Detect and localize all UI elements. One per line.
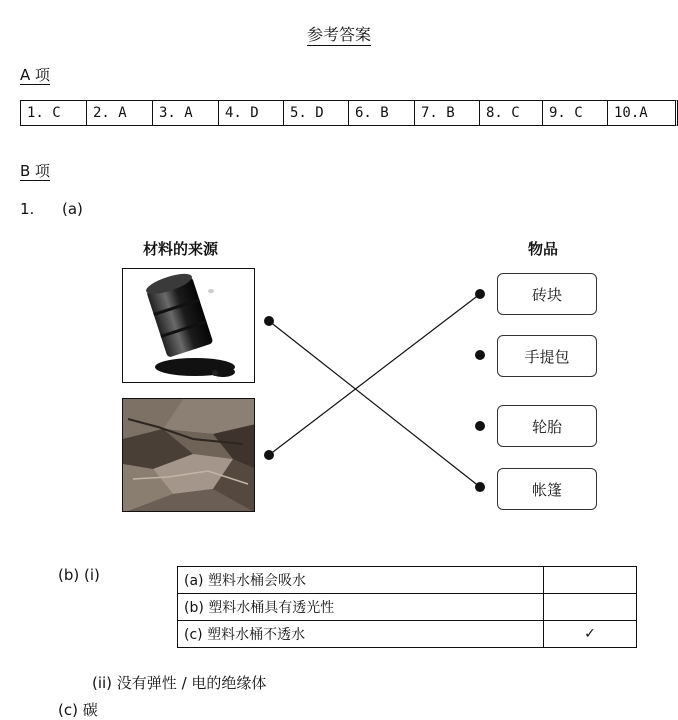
table-row	[178, 567, 637, 594]
question-1-label: 1.	[20, 200, 35, 218]
item-handbag: 手提包	[497, 335, 597, 377]
table-row	[178, 594, 637, 621]
check-mark-icon: ✓	[544, 621, 637, 648]
statement-text: (b) 塑料水桶具有透光性	[178, 594, 544, 621]
answer-cell: 10.A	[614, 105, 648, 121]
item-tent: 帐篷	[497, 468, 597, 510]
statement-text: (c) 塑料水桶不透水	[178, 621, 544, 648]
statement-mark	[544, 567, 637, 594]
match-line-oil-to-tent	[269, 321, 480, 487]
match-line-rock-to-brick	[269, 294, 480, 455]
item-dot-tent	[475, 482, 485, 492]
answer-cell: 2. A	[87, 101, 153, 125]
item-tyre: 轮胎	[497, 405, 597, 447]
item-dot-handbag	[475, 350, 485, 360]
section-b-heading: B 项	[20, 162, 51, 180]
answer-cell: 6. B	[349, 101, 415, 125]
statements-table	[177, 566, 637, 648]
question-1a-label: (a)	[62, 200, 83, 218]
question-1b-label: (b) (i)	[58, 566, 100, 584]
answer-cell: 3. A	[153, 101, 219, 125]
source-dot-oil	[264, 316, 274, 326]
section-a-heading: A 项	[20, 66, 51, 84]
answer-cell: 7. B	[415, 101, 480, 125]
answer-cell: 9. C	[543, 101, 608, 125]
answer-cell: 8. C	[480, 101, 543, 125]
table-row	[178, 621, 637, 648]
answer-cell: 5. D	[284, 101, 349, 125]
item-dot-tyre	[475, 421, 485, 431]
answer-1b-ii: (ii) 没有弹性 / 电的绝缘体	[92, 674, 267, 692]
source-dot-rock	[264, 450, 274, 460]
items-header: 物品	[528, 240, 559, 258]
item-brick: 砖块	[497, 273, 597, 315]
answer-cell: 4. D	[219, 101, 284, 125]
sources-header: 材料的来源	[143, 240, 219, 258]
statement-mark	[544, 594, 637, 621]
answer-1c: (c) 碳	[58, 701, 98, 719]
item-dot-brick	[475, 289, 485, 299]
page-title: 参考答案	[306, 25, 371, 44]
answer-cell: 1. C	[21, 101, 87, 125]
statement-text: (a) 塑料水桶会吸水	[178, 567, 544, 594]
